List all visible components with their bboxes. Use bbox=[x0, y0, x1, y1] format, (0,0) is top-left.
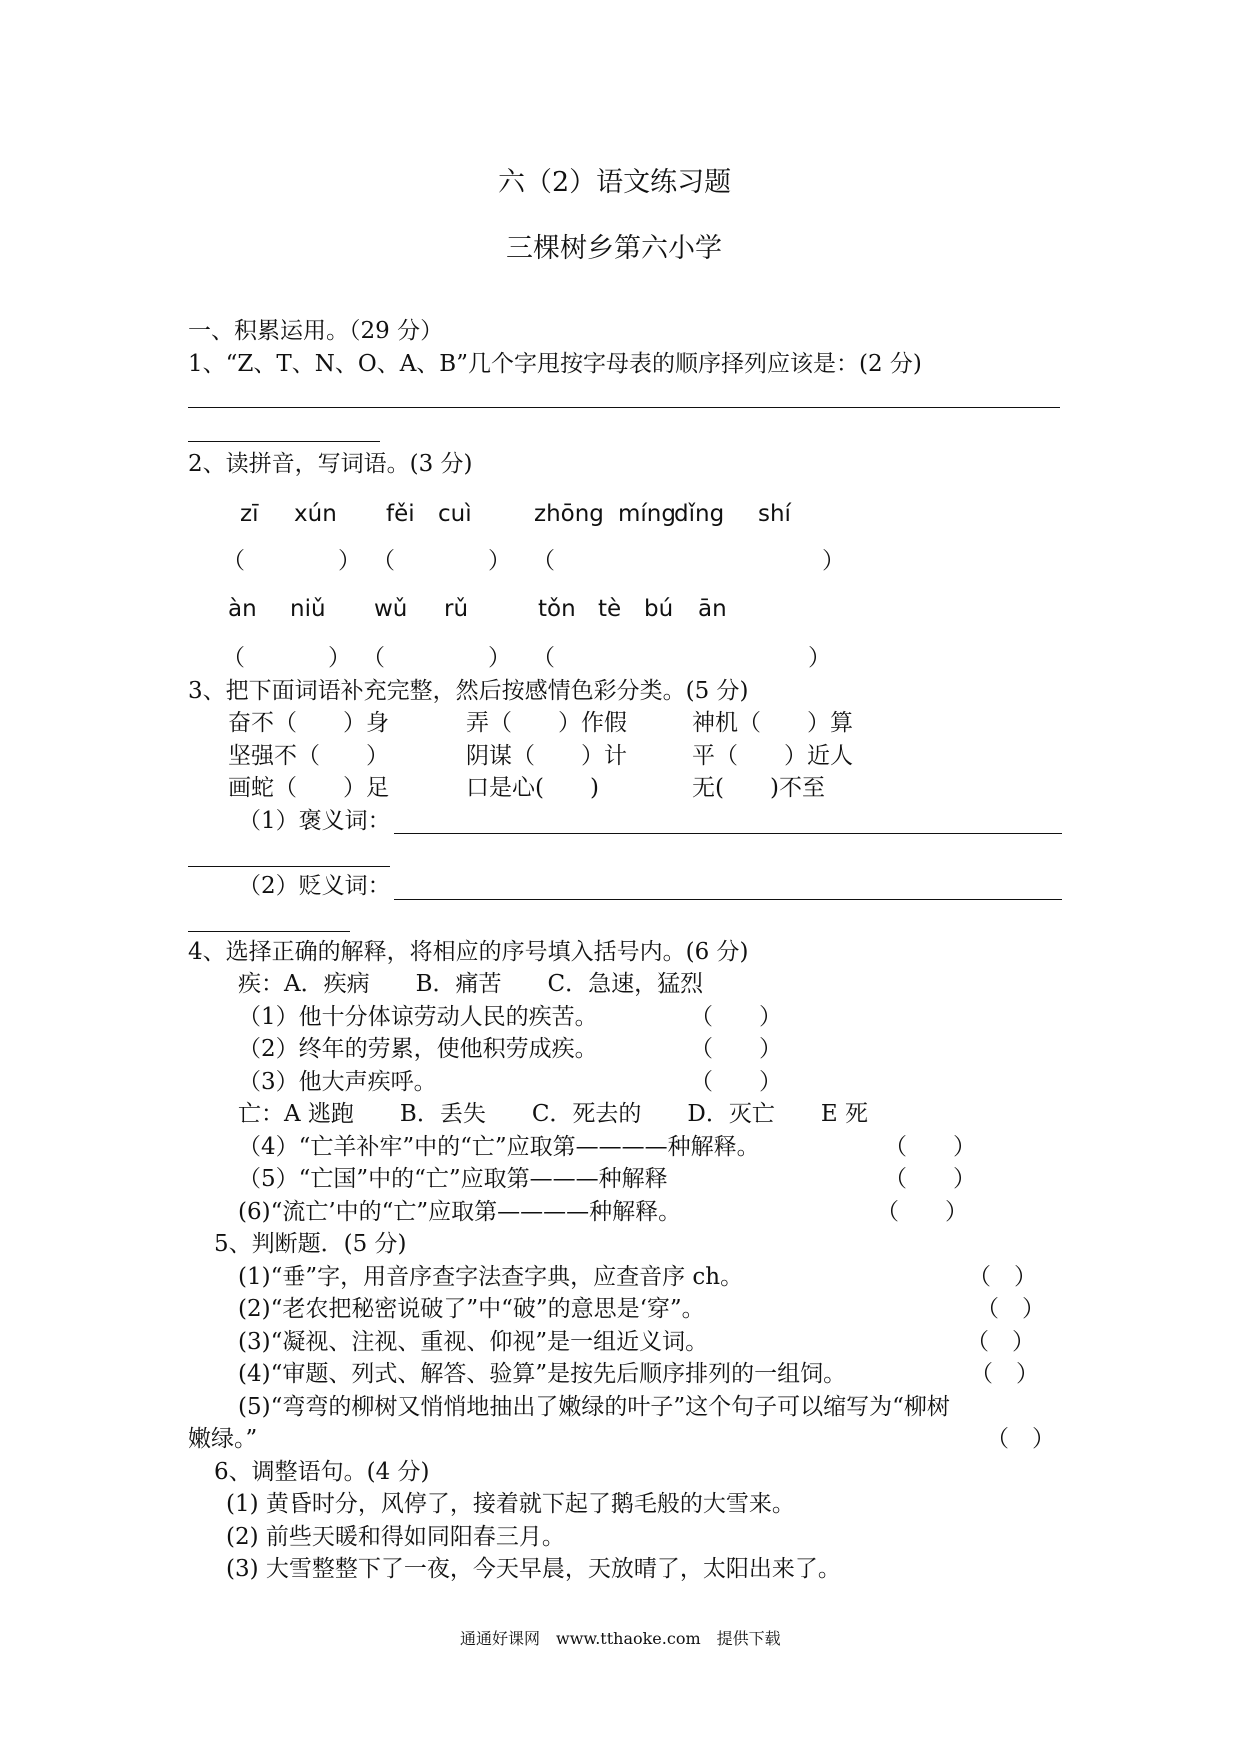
judgement-item-continued: 嫩绿。” bbox=[188, 1426, 258, 1452]
bracket-open[interactable]: （ bbox=[362, 645, 385, 671]
negative-words-line[interactable] bbox=[394, 899, 1062, 900]
pinyin: tè bbox=[598, 596, 622, 622]
question5-heading: 5、判断题．(5 分) bbox=[214, 1231, 407, 1257]
pinyin: bú bbox=[644, 596, 674, 622]
bracket-open[interactable]: （ bbox=[532, 645, 555, 671]
ji-item: （3）他大声疾呼。 bbox=[238, 1069, 437, 1095]
ji-item: （2）终年的劳累，使他积劳成疾。 bbox=[238, 1036, 598, 1062]
pinyin: dǐng bbox=[674, 501, 725, 527]
bracket-close: ） bbox=[328, 645, 351, 671]
question1-text: 1、“Z、T、N、O、A、B”几个字甩按字母表的顺序择列应该是：(2 分) bbox=[188, 351, 922, 377]
pinyin: zī bbox=[240, 501, 259, 527]
bracket-close: ） bbox=[488, 548, 511, 574]
ji-options: 疾：A．疾病 B．痛苦 C．急速，猛烈 bbox=[238, 971, 704, 997]
pinyin: rǔ bbox=[444, 596, 469, 622]
answer-bracket[interactable]: （ ） bbox=[968, 1264, 1037, 1290]
question2-heading: 2、读拼音，写词语。(3 分) bbox=[188, 451, 473, 477]
answer-bracket[interactable]: （ ） bbox=[690, 1004, 782, 1030]
pinyin: xún bbox=[294, 501, 337, 527]
bracket-open[interactable]: （ bbox=[372, 548, 395, 574]
negative-words-line-continued[interactable] bbox=[188, 931, 350, 932]
answer-bracket[interactable]: （ ） bbox=[884, 1166, 976, 1192]
judgement-item: (5)“弯弯的柳树又悄悄地抽出了嫩绿的叶子”这个句子可以缩写为“柳树 bbox=[238, 1394, 950, 1420]
bracket-close: ） bbox=[808, 645, 831, 671]
answer-line-q1-continued[interactable] bbox=[188, 441, 380, 442]
wang-item: （4）“亡羊补牢”中的“亡”应取第————种解释。 bbox=[238, 1134, 760, 1160]
school-name: 三棵树乡第六小学 bbox=[506, 233, 722, 264]
answer-bracket[interactable]: （ ） bbox=[690, 1036, 782, 1062]
pinyin: shí bbox=[758, 501, 791, 527]
idiom-blank[interactable]: 无( )不至 bbox=[692, 775, 825, 801]
bracket-open[interactable]: （ bbox=[532, 548, 555, 574]
judgement-item: (4)“审题、列式、解答、验算”是按先后顺序排列的一组饲。 bbox=[238, 1361, 847, 1387]
bracket-close: ） bbox=[822, 548, 845, 574]
idiom-blank[interactable]: 阴谋（ ）计 bbox=[466, 743, 627, 769]
idiom-blank[interactable]: 神机（ ）算 bbox=[692, 710, 853, 736]
idiom-blank[interactable]: 口是心( ) bbox=[466, 775, 599, 801]
page-title: 六（2）语文练习题 bbox=[498, 167, 732, 198]
bracket-close: ） bbox=[338, 548, 361, 574]
pinyin: zhōng bbox=[534, 501, 604, 527]
positive-words-line-continued[interactable] bbox=[188, 866, 390, 867]
judgement-item: (1)“垂”字，用音序查字法查字典，应查音序 ch。 bbox=[238, 1264, 744, 1290]
answer-bracket[interactable]: （ ） bbox=[876, 1199, 968, 1225]
sentence-item: (2) 前些天暖和得如同阳春三月。 bbox=[226, 1524, 565, 1550]
positive-words-label: （1）褒义词： bbox=[238, 808, 391, 834]
sentence-item: (1) 黄昏时分，风停了，接着就下起了鹅毛般的大雪来。 bbox=[226, 1491, 795, 1517]
judgement-item: (2)“老农把秘密说破了”中“破”的意思是‘穿”。 bbox=[238, 1296, 705, 1322]
pinyin: cuì bbox=[438, 501, 472, 527]
idiom-blank[interactable]: 弄（ ）作假 bbox=[466, 710, 627, 736]
ji-item: （1）他十分体谅劳动人民的疾苦。 bbox=[238, 1004, 598, 1030]
pinyin: ān bbox=[698, 596, 727, 622]
answer-bracket[interactable]: （ ） bbox=[986, 1426, 1055, 1452]
answer-bracket[interactable]: （ ） bbox=[966, 1329, 1035, 1355]
wang-item: (6)“流亡’中的“亡”应取第————种解释。 bbox=[238, 1199, 682, 1225]
bracket-close: ） bbox=[488, 645, 511, 671]
answer-line-q1[interactable] bbox=[188, 407, 1060, 408]
pinyin: tǒn bbox=[538, 596, 576, 622]
idiom-blank[interactable]: 平（ ）近人 bbox=[692, 743, 853, 769]
answer-bracket[interactable]: （ ） bbox=[690, 1069, 782, 1095]
pinyin: àn bbox=[228, 596, 257, 622]
question6-heading: 6、调整语句。(4 分) bbox=[214, 1459, 430, 1485]
idiom-blank[interactable]: 坚强不（ ） bbox=[228, 743, 389, 769]
idiom-blank[interactable]: 画蛇（ ）足 bbox=[228, 775, 389, 801]
answer-bracket[interactable]: （ ） bbox=[976, 1296, 1045, 1322]
idiom-blank[interactable]: 奋不（ ）身 bbox=[228, 710, 389, 736]
wang-item: （5）“亡国”中的“亡”应取第———种解释 bbox=[238, 1166, 668, 1192]
bracket-open[interactable]: （ bbox=[222, 645, 245, 671]
pinyin: niǔ bbox=[290, 596, 326, 622]
sentence-item: (3) 大雪整整下了一夜，今天早晨，天放晴了，太阳出来了。 bbox=[226, 1556, 841, 1582]
bracket-open[interactable]: （ bbox=[222, 548, 245, 574]
answer-bracket[interactable]: （ ） bbox=[884, 1134, 976, 1160]
pinyin: míng bbox=[618, 501, 676, 527]
judgement-item: (3)“凝视、注视、重视、仰视”是一组近义词。 bbox=[238, 1329, 709, 1355]
answer-bracket[interactable]: （ ） bbox=[970, 1361, 1039, 1387]
pinyin: fěi bbox=[386, 501, 415, 527]
question3-heading: 3、把下面词语补充完整，然后按感情色彩分类。(5 分) bbox=[188, 678, 749, 704]
negative-words-label: （2）贬义词： bbox=[238, 873, 391, 899]
footer-source: 通通好课网 www.tthaoke.com 提供下载 bbox=[460, 1629, 781, 1648]
wang-options: 亡：A 逃跑 B．丢失 C．死去的 D．灭亡 E 死 bbox=[238, 1101, 868, 1127]
pinyin: wǔ bbox=[374, 596, 408, 622]
section1-heading: 一、积累运用。（29 分） bbox=[188, 318, 444, 344]
question4-heading: 4、选择正确的解释，将相应的序号填入括号内。(6 分) bbox=[188, 939, 749, 965]
positive-words-line[interactable] bbox=[394, 833, 1062, 834]
